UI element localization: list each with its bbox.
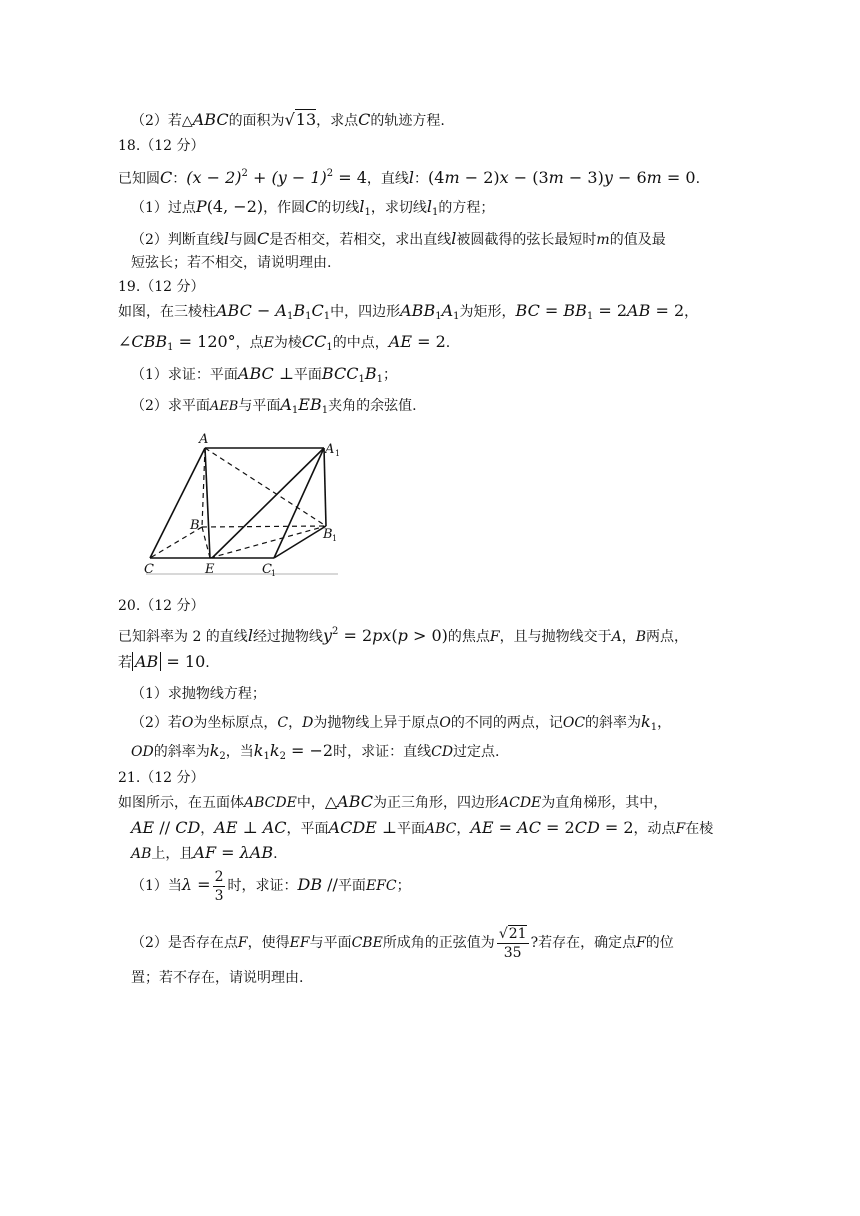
- text: ABCDE: [244, 795, 297, 811]
- label-A: A: [199, 432, 209, 447]
- text: 经过抛物线: [252, 629, 323, 645]
- text: （2）是否存在点: [131, 935, 238, 951]
- text: （2）若: [131, 715, 182, 731]
- q18-part2: （2）判断直线l与圆C是否相交，若相交，求出直线l被圆截得的弦长最短时m的值及最: [131, 229, 666, 248]
- q18-stem: 已知圆C：$(x - 2)^2 + (y - 1)^2 = 4$，直线l：(4m − 2)x − (3m − 3)y − 6m = 0.: [118, 168, 701, 187]
- label-B: B: [190, 518, 200, 533]
- label-B1: B: [323, 527, 333, 542]
- text: F: [489, 629, 500, 645]
- text: ：: [414, 171, 429, 187]
- text: O: [181, 715, 194, 731]
- text: AEB: [209, 399, 239, 414]
- text: F: [237, 935, 248, 951]
- text: （1）求证：平面: [131, 367, 238, 383]
- text: F: [636, 935, 646, 951]
- q21-header: 21.（12 分）: [118, 770, 205, 786]
- text: 平面: [396, 821, 425, 837]
- dashed-A-B1: [205, 448, 326, 526]
- text: 已知圆: [118, 171, 160, 187]
- label-A1: A: [325, 442, 335, 457]
- text: 中，四边形: [330, 304, 401, 320]
- text: ，直线: [366, 171, 409, 187]
- q20-stem-line2: 若 AB = 10.: [118, 652, 210, 671]
- text: A: [611, 629, 622, 645]
- label-E: E: [205, 562, 215, 577]
- text: ，: [200, 821, 215, 837]
- text: EF: [289, 935, 310, 951]
- prism-figure: [142, 428, 342, 578]
- text: OD: [131, 744, 154, 760]
- text: （2）若: [131, 113, 182, 129]
- text: AB: [131, 846, 152, 862]
- text: 与圆: [229, 232, 258, 248]
- text: 过定点.: [453, 744, 500, 760]
- text: ，且与抛物线交于: [499, 629, 612, 645]
- q19-stem-line2: $\angle CBB_1 = 120^\circ$，点E为棱$CC_1$的中点，AE = 2.: [118, 332, 451, 353]
- text: CD: [431, 744, 454, 760]
- edge-A1-E: [212, 448, 324, 558]
- q21-part2-line2: 置；若不存在，请说明理由.: [131, 970, 304, 986]
- text: 两点，: [646, 629, 689, 645]
- q19-stem: 如图，在三棱柱ABC − $A_1B_1C_1$中，四边形$ABB_1A_1$为矩形，BC = $BB_1 = 2AB = 2$，: [118, 301, 699, 322]
- q17-part2: （2）若△ABC的面积为√13，求点C的轨迹方程.: [131, 110, 445, 129]
- text: 的切线: [317, 200, 360, 216]
- text: （1）过点: [131, 200, 196, 216]
- text: ，当: [225, 744, 254, 760]
- q19-part2: （2）求平面AEB与平面$A_1EB_1$夹角的余弦值.: [131, 395, 417, 416]
- text: B: [635, 629, 647, 645]
- text: ，作圆: [263, 200, 306, 216]
- text: 为正三角形，四边形: [373, 795, 499, 811]
- fraction-two-thirds: $\frac{2}{3}$: [214, 868, 224, 904]
- text: 如图所示，在五面体: [118, 795, 244, 811]
- text: 是否相交，若相交，求出直线: [269, 232, 452, 248]
- text: ，平面: [286, 821, 329, 837]
- text: 的面积为: [228, 113, 285, 129]
- fraction-sqrt21-over-35: $\frac{√21}{35}$: [498, 925, 527, 961]
- text: 如图，在三棱柱: [118, 304, 216, 320]
- text: 夹角的余弦值.: [328, 398, 417, 414]
- text: 的轨迹方程.: [370, 113, 445, 129]
- text: 中，: [296, 795, 325, 811]
- text: ，: [288, 715, 303, 731]
- text: 为直角梯形，其中，: [541, 795, 668, 811]
- text: F: [675, 821, 686, 837]
- q20-part2: （2）若O为坐标原点，C，D为抛物线上异于原点O的不同的两点，记OC的斜率为$k_1$，: [131, 712, 672, 733]
- dashed-A-B: [202, 448, 205, 527]
- text: EFC: [365, 878, 397, 894]
- text: ，: [456, 821, 471, 837]
- q18-header: 18.（12 分）: [118, 138, 205, 154]
- text: 的方程；: [438, 200, 495, 216]
- text: ，使得: [247, 935, 290, 951]
- q19-header: 19.（12 分）: [118, 279, 205, 295]
- text: ，点: [235, 335, 264, 351]
- q18-part2-line2: 短弦长；若不相交，请说明理由.: [131, 255, 332, 271]
- text: 平面: [293, 367, 322, 383]
- q21-stem-line3: AB上，且AF = λAB.: [131, 843, 278, 862]
- text: 与平面: [238, 398, 281, 414]
- text: 为坐标原点，: [193, 715, 278, 731]
- text: 的斜率为: [153, 744, 210, 760]
- label-C: C: [144, 562, 154, 577]
- text: 的位: [645, 935, 674, 951]
- triangle-symbol: △: [181, 113, 193, 129]
- text: 时，求证：: [227, 878, 298, 894]
- text: CBE: [351, 935, 383, 951]
- text: E: [263, 335, 274, 351]
- text: 的中点，: [332, 335, 389, 351]
- edge-A-E: [205, 448, 210, 558]
- q21-stem-line2: AE // CD，AE ⊥ AC，平面ACDE ⊥平面ABC，AE = AC = 2CD = 2，动点F在棱: [131, 818, 714, 837]
- q20-part2-line2: OD的斜率为$k_2$，当$k_1k_2 = -2$时，求证：直线CD过定点.: [131, 741, 500, 762]
- label-B1-sub: 1: [332, 534, 338, 543]
- text: 的斜率为: [585, 715, 642, 731]
- text: 在棱: [685, 821, 714, 837]
- text: m: [596, 232, 610, 248]
- text: 为棱: [273, 335, 302, 351]
- text: ?若存在，确定点: [530, 935, 637, 951]
- text: ，: [621, 629, 636, 645]
- text: ，求切线: [370, 200, 427, 216]
- text: ABC: [424, 821, 457, 837]
- edge-A1-C1: [274, 448, 324, 558]
- text: ，动点: [633, 821, 676, 837]
- text: 被圆截得的弦长最短时: [456, 232, 597, 248]
- text: （2）求平面: [131, 398, 210, 414]
- text: 为抛物线上异于原点: [313, 715, 440, 731]
- text: （1）当: [131, 878, 182, 894]
- text: C: [277, 715, 289, 731]
- text: .: [273, 846, 278, 862]
- q18-part1: （1）过点P(4, −2)，作圆C的切线$l_1$，求切线$l_1$的方程；: [131, 197, 495, 218]
- text: ACDE: [499, 795, 542, 811]
- text: ；: [396, 878, 411, 894]
- text: O: [439, 715, 451, 731]
- text: 与平面: [309, 935, 352, 951]
- text: 时，求证：直线: [333, 744, 432, 760]
- label-C1: C: [262, 562, 272, 577]
- text: 上，且: [151, 846, 194, 862]
- dashed-B-B1: [202, 526, 326, 527]
- q20-header: 20.（12 分）: [118, 598, 205, 614]
- text: 平面: [337, 878, 366, 894]
- text: D: [302, 715, 314, 731]
- q21-stem: 如图所示，在五面体ABCDE中，△ABC为正三角形，四边形ACDE为直角梯形，其中，: [118, 792, 668, 811]
- q21-part1: （1）当λ = $\frac{2}{3}$ 时，求证：DB //平面EFC；: [131, 868, 411, 904]
- text: OC: [562, 715, 586, 731]
- text: 为矩形，: [459, 304, 516, 320]
- text: 的不同的两点，记: [450, 715, 563, 731]
- q19-part1: （1）求证：平面ABC ⊥平面$BCC_1B_1$；: [131, 364, 397, 385]
- text: 已知斜率为 2 的直线: [118, 629, 248, 645]
- edge-A1-B1: [324, 448, 326, 526]
- text: （2）判断直线: [131, 232, 224, 248]
- q20-stem: 已知斜率为 2 的直线l经过抛物线$y^2 = 2px(p > 0)$的焦点F，且与抛物线交于A，B两点，: [118, 626, 689, 645]
- label-C1-sub: 1: [271, 569, 277, 578]
- text: 的焦点: [447, 629, 490, 645]
- label-A1-sub: 1: [335, 449, 341, 458]
- text: 的值及最: [609, 232, 666, 248]
- text: 所成角的正弦值为: [382, 935, 495, 951]
- text: ，求点: [316, 113, 359, 129]
- text: 若: [118, 655, 132, 671]
- q21-part2: [131, 924, 674, 962]
- q20-part1: （1）求抛物线方程；: [131, 686, 266, 702]
